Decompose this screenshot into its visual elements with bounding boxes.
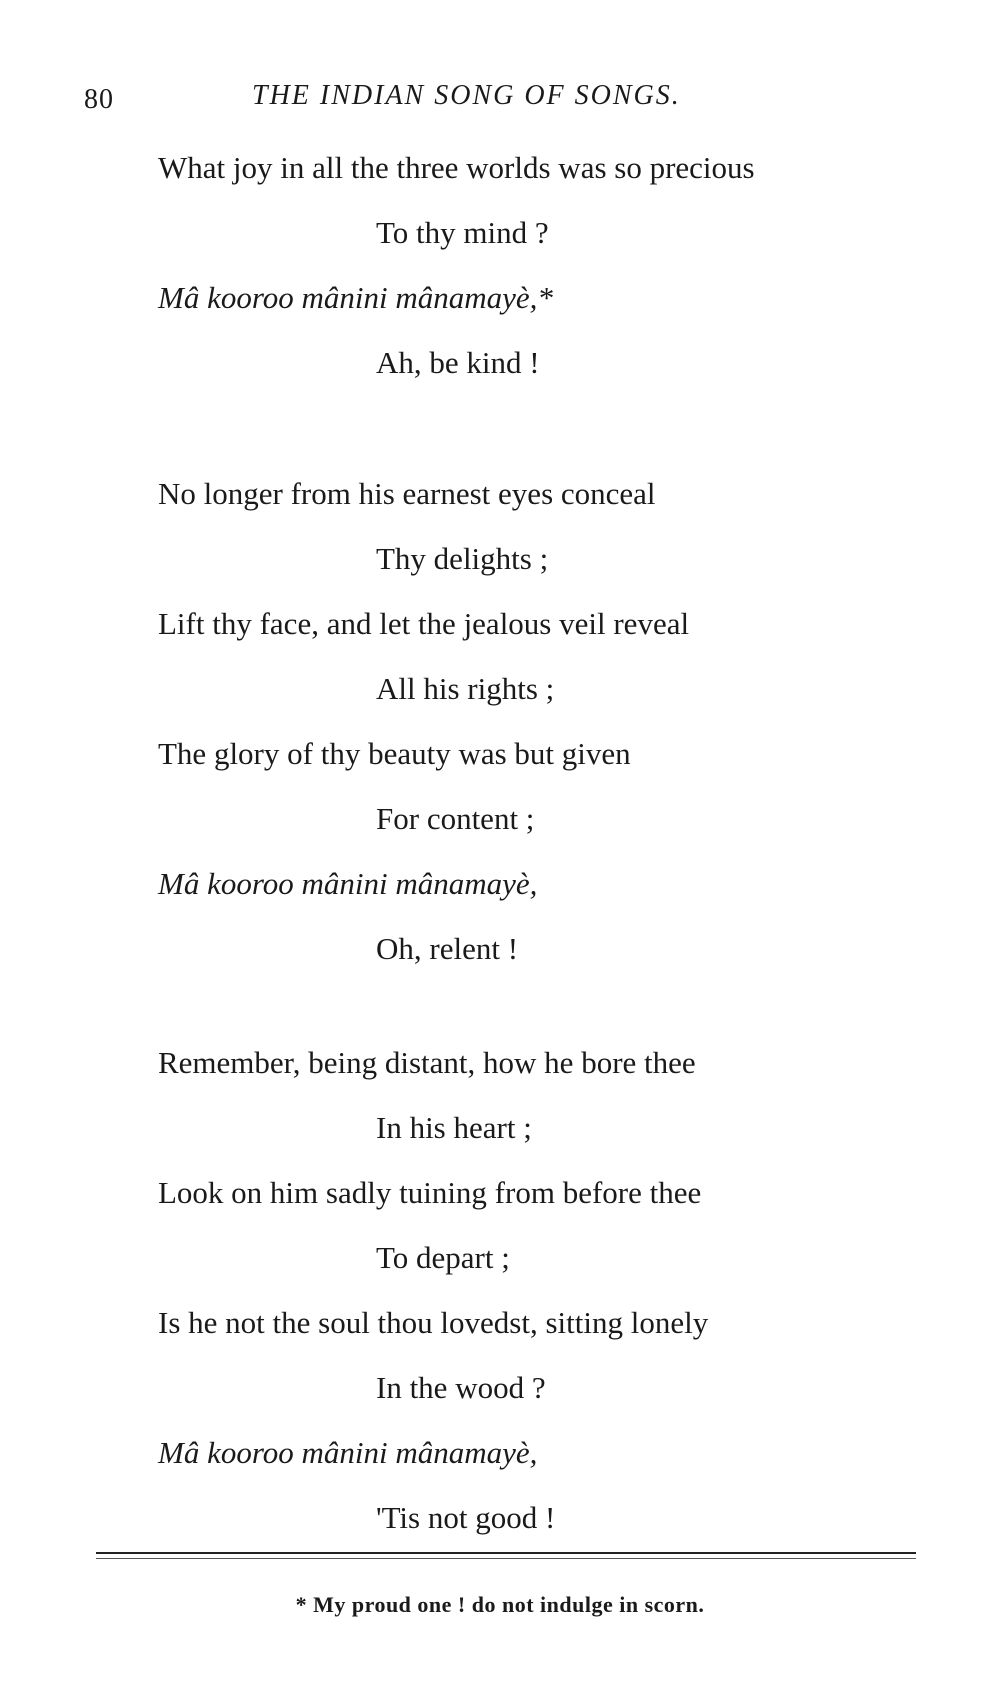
footnote-rule <box>96 1552 916 1559</box>
verse-line: Oh, relent ! <box>376 931 519 966</box>
rule-thick <box>96 1552 916 1554</box>
verse-line: What joy in all the three worlds was so precious <box>158 150 755 185</box>
footnote: * My proud one ! do not indulge in scorn. <box>295 1592 705 1617</box>
refrain-line: Mâ kooroo mânini mânamayè, <box>158 1435 538 1470</box>
refrain-line: Mâ kooroo mânini mânamayè, <box>158 866 538 901</box>
verse-line: To depart ; <box>376 1240 510 1275</box>
verse-line: Lift thy face, and let the jealous veil reveal <box>158 606 690 641</box>
verse-line: Ah, be kind ! <box>376 345 540 380</box>
stanza-1 <box>158 152 938 378</box>
verse-line: Remember, being distant, how he bore thee <box>158 1045 696 1080</box>
verse-line: All his rights ; <box>376 671 555 706</box>
verse-line: No longer from his earnest eyes conceal <box>158 476 656 511</box>
verse-line: The glory of thy beauty was but given <box>158 736 631 771</box>
verse-line: Thy delights ; <box>376 541 549 576</box>
verse-line: In the wood ? <box>376 1370 546 1405</box>
verse-line: Is he not the soul thou lovedst, sitting lonely <box>158 1305 709 1340</box>
verse-line: In his heart ; <box>376 1110 532 1145</box>
verse-line: 'Tis not good ! <box>376 1500 556 1535</box>
refrain-line: Mâ kooroo mânini mânamayè,* <box>158 280 553 315</box>
stanza-2 <box>158 478 938 964</box>
verse-line: For content ; <box>376 801 535 836</box>
verse-line: To thy mind ? <box>376 215 549 250</box>
rule-thin <box>96 1558 916 1559</box>
verse-line: Look on him sadly tuining from before thee <box>158 1175 702 1210</box>
running-title: THE INDIAN SONG OF SONGS. <box>252 80 681 111</box>
page-number: 80 <box>84 84 114 115</box>
stanza-3 <box>158 1047 938 1533</box>
